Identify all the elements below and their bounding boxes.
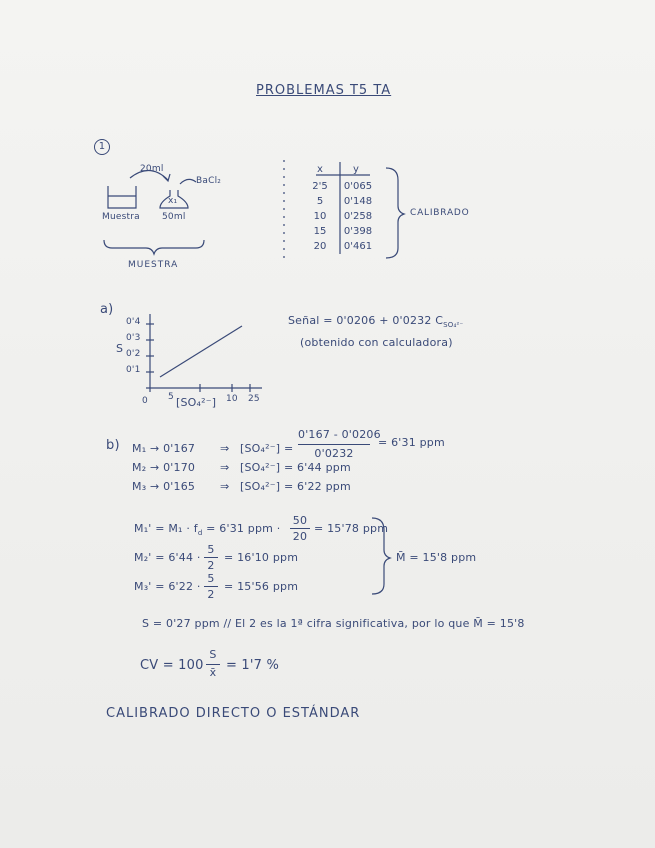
regression-equation: [288, 314, 463, 329]
concentration-m1-result: = 6'31 ppm: [378, 436, 445, 449]
calibration-brace-label: CALIBRADO: [410, 208, 470, 218]
fraction-bar: [290, 528, 310, 529]
reagent-label: BaCl₂: [196, 176, 222, 186]
flask-volume-label: 50ml: [162, 212, 186, 222]
equation-text: Señal = 0'0206 + 0'0232 C: [288, 314, 444, 327]
problem-number: 1: [94, 139, 110, 155]
std-dev-line: S = 0'27 ppm // El 2 es la 1ª cifra significativa, por lo que M̄ = 15'8: [142, 617, 525, 630]
table-cell: 0'148: [343, 196, 373, 207]
flask-text: x₁: [168, 196, 178, 206]
dilution-m2: M₂' = 6'44 ·: [134, 551, 201, 564]
implies-arrow: ⇒: [220, 442, 230, 455]
table-cell: 10: [313, 211, 327, 222]
table-cell: 20: [313, 241, 327, 252]
part-a-label: a): [100, 302, 114, 317]
dilution-sub: d: [197, 529, 203, 538]
cv-lhs: CV = 100: [140, 658, 204, 673]
calculator-note: (obtenido con calculadora): [300, 336, 453, 349]
part-b-label: b): [106, 438, 120, 453]
x-tick-label: 0: [142, 396, 148, 406]
table-header-y: y: [353, 164, 359, 175]
measurement-m2: M₂ → 0'170: [132, 461, 196, 474]
volume-label: 20ml: [140, 164, 164, 174]
dilution-result: = 15'78 ppm: [314, 522, 389, 535]
table-cell: 0'461: [343, 241, 373, 252]
dilution-result: = 15'56 ppm: [224, 580, 299, 593]
concentration-m1-label: [SO₄²⁻] =: [240, 442, 294, 455]
x-tick-label: 5: [168, 392, 174, 402]
dilution-num: 5: [207, 572, 215, 585]
dilution-den: 20: [292, 530, 308, 543]
fraction-numerator: 0'167 - 0'0206: [298, 428, 381, 441]
mean-value: M̄ = 15'8 ppm: [396, 551, 477, 564]
y-tick-label: 0'3: [126, 333, 141, 343]
fraction-bar: [204, 557, 218, 558]
table-cell: 5: [316, 196, 324, 207]
table-cell: 0'398: [343, 226, 373, 237]
table-cell: 0'258: [343, 211, 373, 222]
sample-group-label: MUESTRA: [128, 260, 179, 270]
fraction-denominator: 0'0232: [314, 447, 354, 460]
cv-den: x̄: [209, 666, 217, 679]
dilution-num: 50: [292, 514, 308, 527]
fraction-bar: [298, 444, 370, 445]
implies-arrow: ⇒: [220, 461, 230, 474]
dilution-m1: [134, 522, 280, 537]
y-tick-label: 0'2: [126, 349, 141, 359]
sample-label: Muestra: [102, 212, 140, 222]
y-axis-label: S: [116, 342, 124, 355]
table-cell: 2'5: [312, 181, 328, 192]
table-cell: 15: [313, 226, 327, 237]
dilution-m3: M₃' = 6'22 ·: [134, 580, 201, 593]
dilution-lhs: M₁' = M₁ · f: [134, 522, 198, 535]
measurement-m3: M₃ → 0'165: [132, 480, 196, 493]
dilution-num: 5: [207, 543, 215, 556]
table-header-x: x: [317, 164, 323, 175]
fraction-bar: [204, 586, 218, 587]
x-tick-label: 25: [248, 394, 260, 404]
table-cell: 0'065: [343, 181, 373, 192]
implies-arrow: ⇒: [220, 480, 230, 493]
concentration-m3: [SO₄²⁻] = 6'22 ppm: [240, 480, 351, 493]
dilution-den: 2: [207, 588, 215, 601]
x-axis-label: [SO₄²⁻]: [176, 396, 217, 409]
cv-num: S: [209, 648, 217, 661]
dilution-result: = 16'10 ppm: [224, 551, 299, 564]
fraction-bar: [206, 664, 220, 665]
concentration-m2: [SO₄²⁻] = 6'44 ppm: [240, 461, 351, 474]
x-tick-label: 10: [226, 394, 238, 404]
regression-line: [160, 326, 242, 377]
dilution-mid: = 6'31 ppm ·: [206, 522, 281, 535]
page-title: PROBLEMAS T5 TA: [256, 83, 392, 98]
y-tick-label: 0'1: [126, 365, 141, 375]
equation-subscript: SO₄²⁻: [443, 321, 464, 330]
y-tick-label: 0'4: [126, 317, 141, 327]
cv-result: = 1'7 %: [226, 658, 280, 673]
method-heading: CALIBRADO DIRECTO O ESTÁNDAR: [106, 706, 361, 721]
measurement-m1: M₁ → 0'167: [132, 442, 196, 455]
dilution-den: 2: [207, 559, 215, 572]
